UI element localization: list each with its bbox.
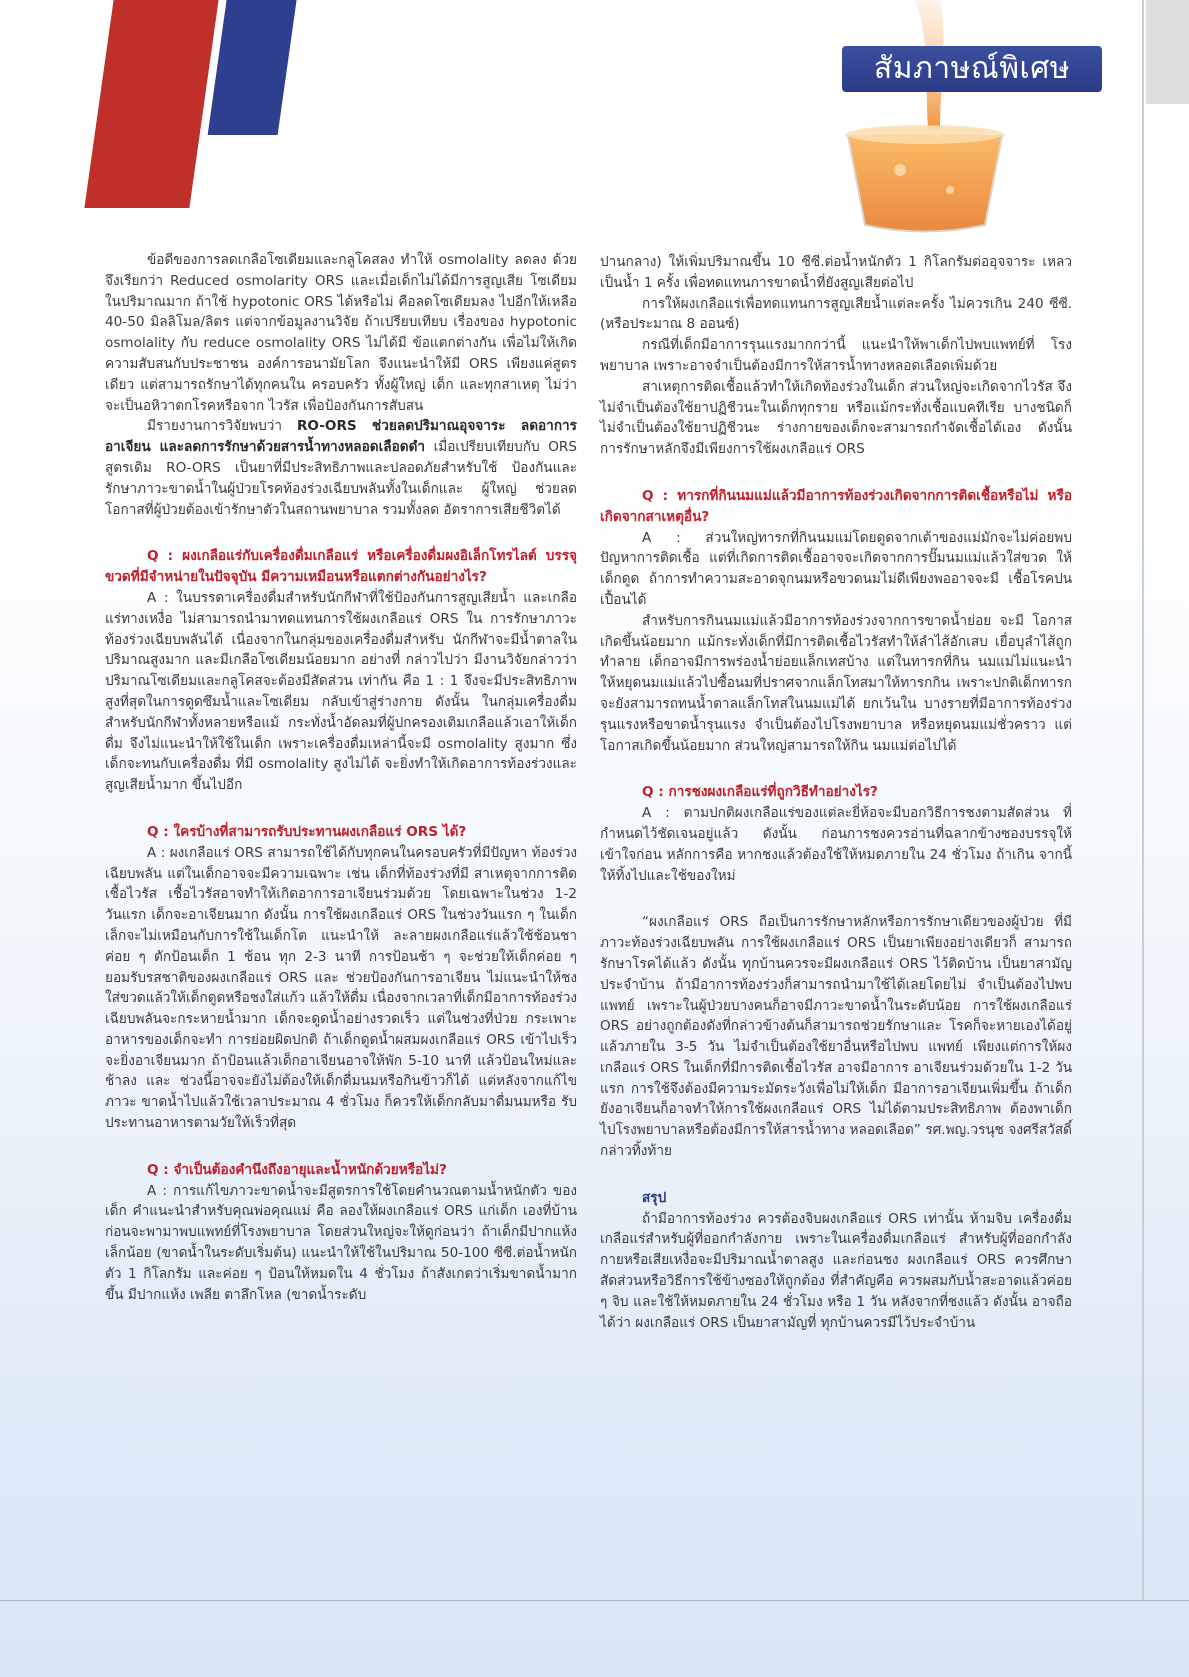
bold-highlight: RO-ORS ช่วยลดปริมาณอุจจาระ ลดอาการ อาเจียน และลดการรักษาด้วยสารน้ำทางหลอดเลือดดำ (105, 418, 577, 456)
question-heading: Q : ทารกที่กินนมแม่แล้วมีอาการท้องร่วงเกิดจากการติดเชื้อหรือไม่ หรือเกิดจากสาเหตุอื่น? (600, 487, 1072, 525)
left-column (105, 250, 577, 1305)
paragraph: กรณีที่เด็กมีอาการรุนแรงมากกว่านี้ แนะนำให้พาเด็กไปพบแพทย์ที่ โรงพยาบาล เพราะอาจจำเป็นต้องมีการให้สารน้ำทางหลอดเลือดเพิ่มด้วย (600, 337, 1072, 374)
paragraph: ปานกลาง) ให้เพิ่มปริมาณขึ้น 10 ซีซี.ต่อน้ำหนักตัว 1 กิโลกรัมต่ออุจจาระ เหลวเป็นน้ำ 1 ครั้ง เพื่อทดแทนการขาดน้ำที่ยังสูญเสียต่อไป (600, 254, 1072, 291)
footer-rule (0, 1600, 1189, 1601)
paragraph: การให้ผงเกลือแร่เพื่อทดแทนการสูญเสียน้ำแต่ละครั้ง ไม่ควรเกิน 240 ซีซี. (หรือประมาณ 8 ออนซ์) (600, 295, 1072, 333)
page-edge-tab (1146, 0, 1189, 104)
summary-heading: สรุป (642, 1189, 667, 1206)
question-heading: Q : การชงผงเกลือแร่ที่ถูกวิธีทำอย่างไร? (642, 784, 878, 801)
answer-paragraph: A : ผงเกลือแร่ ORS สามารถใช้ได้กับทุกคนในครอบครัวที่มีปัญหา ท้องร่วงเฉียบพลัน แต่ในเด็กอาจจะมีความเฉพาะ เช่น เด็กที่ท้องร่วงที่มี สาเหตุจากการติดเชื้อไวรัส เชื้อไวรัสอาจทำให้เกิดอาการอาเจียนร่วมด้วย โดยเฉพาะในช่วง 1-2 วันแรก เด็กจะอาเจียนมาก ดังนั้น การใช้ผงเกลือแร่ ORS ในช่วงวันแรก ๆ ในเด็กเล็กจะไม่เหมือนกับการใช้ในเด็กโต แนะนำให้ ละลายผงเกลือแร่แล้วใช้ช้อนชาค่อย ๆ ตักป้อนเด็ก 1 ช้อน ทุก 2-3 นาที การป้อนช้า ๆ จะช่วยให้เด็กค่อย ๆ ยอมรับรสชาติของผงเกลือแร่ ORS และ ช่วยป้องกันการอาเจียน ไม่แนะนำให้ชงใส่ขวดแล้วให้เด็กดูดหรือชงใส่แก้ว แล้วให้ดื่ม เนื่องจากเวลาที่เด็กมีอาการท้องร่วงเฉียบพลันจะกระหายน้ำมาก เด็กจะดูดน้ำอย่างรวดเร็ว แต่ในช่วงที่ป่วย กระเพาะอาหารของเด็กจะทำ การย่อยผิดปกติ ถ้าเด็กดูดน้ำผสมผงเกลือแร่ ORS เข้าไปเร็วจะยิ่งอาเจียนมาก ถ้าป้อนแล้วเด็กอาเจียนอาจให้พัก 5-10 นาที แล้วป้อนใหม่และช้าลง และ ช่วงนี้อาจจะยังไม่ต้องให้เด็กดื่มนมหรือกินข้าวก็ได้ แต่หลังจากแก้ไขภาวะ ขาดน้ำไปแล้วใช้เวลาประมาณ 4 ชั่วโมง ก็ควรให้เด็กกลับมาดื่มนมหรือ รับประทานอาหารตามวัยให้เร็วที่สุด (105, 844, 577, 1132)
quote-paragraph: “ผงเกลือแร่ ORS ถือเป็นการรักษาหลักหรือการรักษาเดียวของผู้ป่วย ที่มีภาวะท้องร่วงเฉียบพลัน การใช้ผงเกลือแร่ ORS เป็นยาเพียงอย่างเดียวก็ สามารถรักษาโรคได้แล้ว ดังนั้น ทุกบ้านควรจะมีผงเกลือแร่ ORS ไว้ติดบ้าน เป็นยาสามัญประจำบ้าน ถ้ามีอาการท้องร่วงก็สามารถนำมาใช้ได้เลยโดยไม่ จำเป็นต้องไปพบแพทย์ เพราะในผู้ป่วยบางคนก็อาจมีภาวะขาดน้ำในระดับน้อย การใช้ผงเกลือแร่ ORS อย่างถูกต้องดังที่กล่าวข้างต้นก็สามารถช่วยรักษาและ โรคก็จะหายเองได้อยู่แล้วภายใน 3-5 วัน ไม่จำเป็นต้องใช้ยาอื่นหรือไปพบ แพทย์ เพียงแต่การให้ผงเกลือแร่ ORS ในเด็กที่มีการติดเชื้อไวรัส อาจมีอาการ อาเจียนร่วมด้วยใน 1-2 วันแรก การใช้จึงต้องมีความระมัดระวังเพื่อไม่ให้เด็ก มีอาการอาเจียนเพิ่มขึ้น ถ้าเด็กยังอาเจียนก็อาจทำให้การใช้ผงเกลือแร่ ORS ไม่ได้ตามประสิทธิภาพ ต้องพาเด็กไปโรงพยาบาลหรือต้องมีการให้สารน้ำทาง หลอดเลือด” รศ.พญ.วรนุช จงศรีสวัสดิ์ กล่าวทิ้งท้าย (600, 914, 1072, 1160)
question-heading: Q : จำเป็นต้องคำนึงถึงอายุและน้ำหนักด้วยหรือไม่? (147, 1161, 447, 1178)
page-edge-rule (1142, 0, 1144, 1600)
answer-paragraph: A : การแก้ไขภาวะขาดน้ำจะมีสูตรการใช้โดยคำนวณตามน้ำหนักตัว ของเด็ก คำแนะนำสำหรับคุณพ่อคุณแม่ คือ ลองให้ผงเกลือแร่ ORS แก่เด็ก เองที่บ้านก่อนจะพามาพบแพทย์ที่โรงพยาบาล โดยส่วนใหญ่จะให้ดูก่อนว่า ถ้าเด็กมีปากแห้งเล็กน้อย (ขาดน้ำในระดับเริ่มต้น) แนะนำให้ใช้ในปริมาณ 50-100 ซีซี.ต่อน้ำหนักตัว 1 กิโลกรัม และค่อย ๆ ป้อนให้หมดใน 4 ชั่วโมง ถ้าสังเกตว่าเริ่มขาดน้ำมากขึ้น มีปากแห้ง เพลีย ตาลึกโหล (ขาดน้ำระดับ (105, 1182, 577, 1303)
paragraph-text: มีรายงานการวิจัยพบว่า (147, 418, 297, 435)
paragraph: ข้อดีของการลดเกลือโซเดียมและกลูโคสลง ทำให้ osmolality ลดลง ด้วย จึงเรียกว่า Reduced osmolarity ORS และเมื่อเด็กไม่ได้มีการสูญเสีย โซเดียมในปริมาณมาก ถ้าใช้ hypotonic ORS ได้หรือไม่ คือลดโซเดียมลง ไปอีกให้เหลือ 40-50 มิลลิโมล/ลิตร แต่จากข้อมูลงานวิจัย ถ้าเปรียบเทียบ เรื่องของ hypotonic osmolality กับ reduce osmolality ORS ไม่ได้มี ข้อแตกต่างกัน เพื่อไม่ให้เกิดความสับสนกับประชาชน องค์การอนามัยโลก จึงแนะนำให้มี ORS เพียงแค่สูตรเดียว แต่สามารถรักษาได้ทุกคนใน ครอบครัว ทั้งผู้ใหญ่ เด็ก และทุกสาเหตุ ไม่ว่าจะเป็นอหิวาตกโรคหรือจาก ไวรัส เพื่อป้องกันการสับสน (105, 252, 577, 414)
question-heading: Q : ใครบ้างที่สามารถรับประทานผงเกลือแร่ ORS ได้? (147, 823, 467, 840)
summary-paragraph: ถ้ามีอาการท้องร่วง ควรต้องจิบผงเกลือแร่ ORS เท่านั้น ห้ามจิบ เครื่องดื่มเกลือแร่สำหรับผู้ที่ออกกำลังกาย เพราะในเครื่องดื่มเกลือแร่ สำหรับผู้ที่ออกกำลังกายหรือเสียเหงื่อจะมีปริมาณน้ำตาลสูง และก่อนชง ผงเกลือแร่ ORS ควรศึกษาสัดส่วนหรือวิธีการใช้ข้างซองให้ถูกต้อง ที่สำคัญคือ ควรผสมกับน้ำสะอาดแล้วค่อย ๆ จิบ และใช้ให้หมดภายใน 24 ชั่วโมง หรือ 1 วัน หลังจากที่ชงแล้ว ดังนั้น อาจถือได้ว่า ผงเกลือแร่ ORS เป็นยาสามัญที่ ทุกบ้านควรมีไว้ประจำบ้าน (600, 1210, 1072, 1331)
right-column (600, 252, 1072, 1333)
answer-paragraph: A : ในบรรดาเครื่องดื่มสำหรับนักกีฬาที่ใช้ป้องกันการสูญเสียน้ำ และเกลือแร่ทางเหงื่อ ไม่สามารถนำมาทดแทนการใช้ผงเกลือแร่ ORS ใน การรักษาภาวะท้องร่วงเฉียบพลันได้ เนื่องจากในกลุ่มของเครื่องดื่มสำหรับ นักกีฬาจะมีน้ำตาลในปริมาณสูงมาก และมีเกลือโซเดียมน้อยมาก อย่างที่ กล่าวไปว่า มีงานวิจัยกล่าวว่า ปริมาณโซเดียมและกลูโคสจะต้องมีสัดส่วน เท่ากัน คือ 1 : 1 จึงจะมีประสิทธิภาพสูงที่สุดในการดูดซึมน้ำและโซเดียม กลับเข้าสู่ร่างกาย ดังนั้น ในกลุ่มเครื่องดื่มสำหรับนักกีฬาทั้งหลายหรือแม้ กระทั่งน้ำอัดลมที่ผู้ปกครองเติมเกลือแล้วเอาให้เด็กดื่ม จึงไม่แนะนำให้ใช้ในเด็ก เพราะเครื่องดื่มเหล่านี้จะมี osmolality สูงมาก ซึ่งเด็กจะทนกับเครื่องดื่ม ที่มี osmolality สูงไม่ได้ จะยิ่งทำให้เกิดอาการท้องร่วงและสูญเสียน้ำมาก ขึ้นไปอีก (105, 589, 577, 794)
answer-paragraph: A : ส่วนใหญ่ทารกที่กินนมแม่โดยดูดจากเต้าของแม่มักจะไม่ค่อยพบ ปัญหาการติดเชื้อ แต่ที่เกิดการติดเชื้ออาจจะเกิดจากการปั๊มนมแม่แล้วใส่ขวด ให้เด็กดูด ถ้าการทำความสะอาดจุกนมหรือขวดนมไม่ดีเพียงพออาจจะมี เชื้อโรคปนเปื้อนได้ (600, 529, 1072, 608)
paragraph: สาเหตุการติดเชื้อแล้วทำให้เกิดท้องร่วงในเด็ก ส่วนใหญ่จะเกิดจากไวรัส จึงไม่จำเป็นต้องใช้ยาปฏิชีวนะในเด็กทุกราย หรือแม้กระทั่งเชื้อแบคทีเรีย บางชนิดก็ไม่จำเป็นต้องใช้ยาปฏิชีวนะ ร่างกายของเด็กจะสามารถกำจัดเชื้อได้เอง ดังนั้น การรักษาหลักจึงมีเพียงการใช้ผงเกลือแร่ ORS (600, 378, 1072, 458)
answer-paragraph: A : ตามปกติผงเกลือแร่ของแต่ละยี่ห้อจะมีบอกวิธีการชงตามสัดส่วน ที่กำหนดไว้ชัดเจนอยู่แล้ว ดังนั้น ก่อนการชงควรอ่านที่ฉลากข้างซองบรรจุให้ เข้าใจก่อน หลักการคือ หากชงแล้วต้องใช้ให้หมดภายใน 24 ชั่วโมง ถ้าเกิน จากนี้ให้ทิ้งไปและใช้ของใหม่ (600, 805, 1072, 884)
paragraph (105, 416, 577, 520)
decorative-red-stripe (84, 0, 220, 208)
question-heading: Q : ผงเกลือแร่กับเครื่องดื่มเกลือแร่ หรือเครื่องดื่มผงอิเล็กโทรไลต์ บรรจุขวดที่มีจำหน่ายในปัจจุบัน มีความเหมือนหรือแตกต่างกันอย่างไร? (105, 548, 577, 586)
answer-paragraph: สำหรับการกินนมแม่แล้วมีอาการท้องร่วงจากการขาดน้ำย่อย จะมี โอกาสเกิดขึ้นน้อยมาก แม้กระทั่งเด็กที่มีการติดเชื้อไวรัสทำให้ลำไส้อักเสบ เยื่อบุลำไส้ถูกทำลาย เด็กอาจมีการพร่องน้ำย่อยแล็กเทสบ้าง แต่ในทารกที่กิน นมแม่ไม่แนะนำให้หยุดนมแม่แล้วไปซื้อนมที่ปราศจากแล็กโทสมาให้ทารกกิน เพราะปกติเด็กทารกจะยังสามารถทนน้ำตาลแล็กโทสในนมแม่ได้ ยกเว้นใน บางรายที่มีอาการท้องร่วงรุนแรงหรือขาดน้ำรุนแรง จำเป็นต้องไปโรงพยาบาล หรือหยุดนมแม่ชั่วคราว แต่โอกาสเกิดขึ้นน้อยมาก ส่วนใหญ่สามารถให้กิน นมแม่ต่อไปได้ (600, 612, 1072, 754)
paragraph-text: เมื่อเปรียบเทียบกับ ORS สูตรเดิม RO-ORS เป็นยาที่มีประสิทธิภาพและปลอดภัยสำหรับใช้ ป้องกันและรักษาภาวะขาดน้ำในผู้ป่วยโรคท้องร่วงเฉียบพลันทั้งในเด็กและ ผู้ใหญ่ ช่วยลดโอกาสที่ผู้ป่วยต้องเข้ารักษาตัวในสถานพยาบาล รวมทั้งลด อัตราการเสียชีวิตได้ (105, 439, 577, 518)
section-title-banner: สัมภาษณ์พิเศษ (842, 46, 1102, 92)
decorative-blue-stripe (208, 0, 298, 135)
glass-of-orange-drink-image (820, 0, 1020, 235)
